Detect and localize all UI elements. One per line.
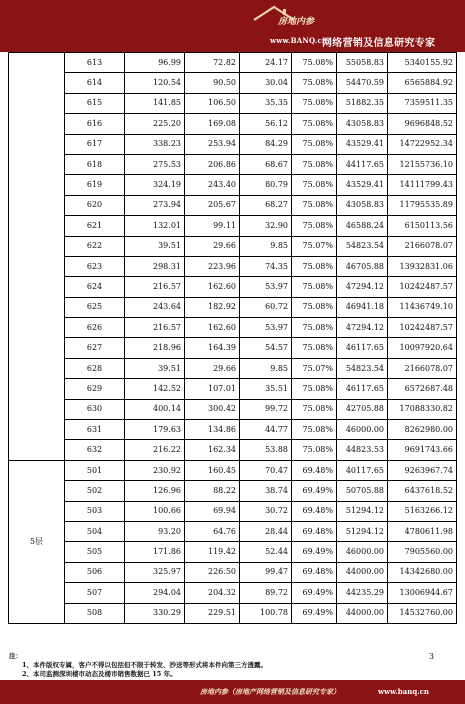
value-cell: 46117.65 [337,338,388,358]
value-cell: 12155736.10 [388,154,457,174]
table-body [9,53,457,624]
notes-line-1: 1、本件版权专属，客户不得以包括但不限于转发、抄送等形式将本件向第三方透露。 [22,661,268,669]
value-cell: 204.32 [185,583,240,603]
value-cell: 54823.54 [337,236,388,256]
value-cell: 69.49% [292,583,337,603]
value-cell: 43529.41 [337,134,388,154]
table-row [9,358,457,378]
value-cell: 75.08% [292,318,337,338]
value-cell: 53.97 [240,277,292,297]
value-cell: 273.94 [125,195,185,215]
value-cell: 47294.12 [337,318,388,338]
room-number-cell: 621 [65,216,125,236]
value-cell: 243.64 [125,297,185,317]
value-cell: 142.52 [125,379,185,399]
table-row [9,154,457,174]
value-cell: 160.45 [185,460,240,480]
value-cell: 75.08% [292,114,337,134]
value-cell: 171.86 [125,542,185,562]
value-cell: 72.82 [185,53,240,73]
value-cell: 44000.00 [337,562,388,582]
room-number-cell: 629 [65,379,125,399]
value-cell: 75.07% [292,358,337,378]
room-number-cell: 626 [65,318,125,338]
value-cell: 300.42 [185,399,240,419]
value-cell: 44000.00 [337,603,388,623]
value-cell: 13932831.06 [388,256,457,276]
table-row [9,440,457,460]
value-cell: 54823.54 [337,358,388,378]
table-row [9,603,457,623]
value-cell: 134.86 [185,420,240,440]
value-cell: 338.23 [125,134,185,154]
value-cell: 51294.12 [337,501,388,521]
table-row [9,297,457,317]
value-cell: 75.08% [292,53,337,73]
value-cell: 205.67 [185,195,240,215]
value-cell: 11795535.89 [388,195,457,215]
page-number: 3 [429,652,435,661]
value-cell: 75.08% [292,175,337,195]
value-cell: 216.22 [125,440,185,460]
value-cell: 51294.12 [337,521,388,541]
value-cell: 226.50 [185,562,240,582]
value-cell: 162.34 [185,440,240,460]
table-row [9,134,457,154]
value-cell: 7359511.35 [388,93,457,113]
value-cell: 44117.65 [337,154,388,174]
value-cell: 324.19 [125,175,185,195]
page-footer [0,680,465,704]
value-cell: 32.90 [240,216,292,236]
value-cell: 99.11 [185,216,240,236]
value-cell: 70.47 [240,460,292,480]
value-cell: 182.92 [185,297,240,317]
room-number-cell: 620 [65,195,125,215]
value-cell: 4780611.98 [388,521,457,541]
notes-section [8,651,456,678]
value-cell: 29.66 [185,236,240,256]
value-cell: 84.29 [240,134,292,154]
value-cell: 69.49% [292,542,337,562]
value-cell: 2166078.07 [388,236,457,256]
value-cell: 46000.00 [337,420,388,440]
footer-url[interactable]: www.banq.cn [378,687,430,696]
value-cell: 126.96 [125,481,185,501]
notes-line-2: 2、本司监测深圳楼市动态及楼市销售数据已 15 年。 [22,670,177,678]
table-row [9,399,457,419]
value-cell: 17088330.82 [388,399,457,419]
value-cell: 230.92 [125,460,185,480]
table-row [9,521,457,541]
value-cell: 294.04 [125,583,185,603]
value-cell: 120.54 [125,73,185,93]
value-cell: 50705.88 [337,481,388,501]
room-number-cell: 615 [65,93,125,113]
value-cell: 229.51 [185,603,240,623]
footer-text: 房地内参（房地产网络营销及信息研究专家） [200,687,340,696]
table-row [9,216,457,236]
value-cell: 88.22 [185,481,240,501]
value-cell: 40117.65 [337,460,388,480]
value-cell: 69.48% [292,562,337,582]
value-cell: 30.72 [240,501,292,521]
value-cell: 325.97 [125,562,185,582]
table-row [9,420,457,440]
value-cell: 10097920.64 [388,338,457,358]
value-cell: 6150113.56 [388,216,457,236]
value-cell: 35.35 [240,93,292,113]
room-number-cell: 501 [65,460,125,480]
value-cell: 99.72 [240,399,292,419]
room-number-cell: 614 [65,73,125,93]
room-number-cell: 502 [65,481,125,501]
value-cell: 75.08% [292,154,337,174]
room-number-cell: 622 [65,236,125,256]
value-cell: 298.31 [125,256,185,276]
value-cell: 162.60 [185,277,240,297]
table-row [9,481,457,501]
room-number-cell: 503 [65,501,125,521]
value-cell: 75.08% [292,338,337,358]
value-cell: 68.67 [240,154,292,174]
page-header [0,0,465,52]
logo-text: 房地内参 [278,17,315,27]
value-cell: 39.51 [125,236,185,256]
value-cell: 64.76 [185,521,240,541]
value-cell: 162.60 [185,318,240,338]
value-cell: 10242487.57 [388,318,457,338]
value-cell: 8262980.00 [388,420,457,440]
value-cell: 54470.59 [337,73,388,93]
value-cell: 69.48% [292,460,337,480]
value-cell: 55058.83 [337,53,388,73]
value-cell: 75.08% [292,195,337,215]
value-cell: 51882.35 [337,93,388,113]
room-number-cell: 613 [65,53,125,73]
room-number-cell: 617 [65,134,125,154]
room-number-cell: 618 [65,154,125,174]
value-cell: 75.08% [292,297,337,317]
room-number-cell: 506 [65,562,125,582]
room-number-cell: 507 [65,583,125,603]
value-cell: 206.86 [185,154,240,174]
value-cell: 93.20 [125,521,185,541]
floor-cell [9,53,65,461]
value-cell: 69.48% [292,501,337,521]
value-cell: 225.20 [125,114,185,134]
value-cell: 52.44 [240,542,292,562]
value-cell: 56.12 [240,114,292,134]
table-row [9,460,457,480]
value-cell: 330.29 [125,603,185,623]
value-cell: 164.39 [185,338,240,358]
value-cell: 275.53 [125,154,185,174]
value-cell: 28.44 [240,521,292,541]
value-cell: 14722952.34 [388,134,457,154]
table-row [9,114,457,134]
table-row [9,256,457,276]
room-number-cell: 632 [65,440,125,460]
value-cell: 42705.88 [337,399,388,419]
table-row [9,73,457,93]
value-cell: 75.08% [292,73,337,93]
value-cell: 75.08% [292,440,337,460]
value-cell: 53.88 [240,440,292,460]
table-row [9,236,457,256]
value-cell: 46705.88 [337,256,388,276]
value-cell: 46941.18 [337,297,388,317]
value-cell: 179.63 [125,420,185,440]
value-cell: 80.79 [240,175,292,195]
value-cell: 74.35 [240,256,292,276]
table-row [9,53,457,73]
value-cell: 96.99 [125,53,185,73]
table-row [9,318,457,338]
value-cell: 9263967.74 [388,460,457,480]
value-cell: 44.77 [240,420,292,440]
value-cell: 43058.83 [337,114,388,134]
room-number-cell: 627 [65,338,125,358]
value-cell: 14111799.43 [388,175,457,195]
room-number-cell: 625 [65,297,125,317]
table-row [9,277,457,297]
sales-table [8,52,457,624]
value-cell: 119.42 [185,542,240,562]
value-cell: 46000.00 [337,542,388,562]
value-cell: 9691743.66 [388,440,457,460]
value-cell: 69.49% [292,481,337,501]
value-cell: 39.51 [125,358,185,378]
value-cell: 29.66 [185,358,240,378]
value-cell: 44823.53 [337,440,388,460]
room-number-cell: 505 [65,542,125,562]
value-cell: 75.08% [292,399,337,419]
room-number-cell: 623 [65,256,125,276]
value-cell: 100.66 [125,501,185,521]
value-cell: 75.08% [292,420,337,440]
value-cell: 38.74 [240,481,292,501]
value-cell: 43529.41 [337,175,388,195]
table-row [9,501,457,521]
value-cell: 5163266.12 [388,501,457,521]
value-cell: 90.50 [185,73,240,93]
value-cell: 53.97 [240,318,292,338]
value-cell: 141.85 [125,93,185,113]
value-cell: 75.08% [292,256,337,276]
value-cell: 30.04 [240,73,292,93]
logo-url[interactable]: www.BANQ.cn [270,36,328,45]
value-cell: 218.96 [125,338,185,358]
value-cell: 10242487.57 [388,277,457,297]
value-cell: 216.57 [125,277,185,297]
value-cell: 223.96 [185,256,240,276]
value-cell: 47294.12 [337,277,388,297]
value-cell: 24.17 [240,53,292,73]
value-cell: 89.72 [240,583,292,603]
value-cell: 69.49% [292,603,337,623]
value-cell: 69.48% [292,521,337,541]
value-cell: 107.01 [185,379,240,399]
value-cell: 7905560.00 [388,542,457,562]
value-cell: 54.57 [240,338,292,358]
value-cell: 69.94 [185,501,240,521]
value-cell: 2166078.07 [388,358,457,378]
value-cell: 132.01 [125,216,185,236]
room-number-cell: 631 [65,420,125,440]
value-cell: 400.14 [125,399,185,419]
room-number-cell: 504 [65,521,125,541]
value-cell: 60.72 [240,297,292,317]
table-row [9,195,457,215]
notes-title: 注： [9,652,22,660]
value-cell: 14532760.00 [388,603,457,623]
table-row [9,542,457,562]
value-cell: 106.50 [185,93,240,113]
value-cell: 253.94 [185,134,240,154]
value-cell: 75.08% [292,277,337,297]
value-cell: 75.08% [292,216,337,236]
floor-cell: 5层 [9,460,65,623]
room-number-cell: 616 [65,114,125,134]
room-number-cell: 619 [65,175,125,195]
value-cell: 100.78 [240,603,292,623]
value-cell: 6565884.92 [388,73,457,93]
table-row [9,583,457,603]
value-cell: 6437618.52 [388,481,457,501]
value-cell: 13006944.67 [388,583,457,603]
table-row [9,338,457,358]
value-cell: 75.07% [292,236,337,256]
value-cell: 14342680.00 [388,562,457,582]
value-cell: 243.40 [185,175,240,195]
value-cell: 169.08 [185,114,240,134]
value-cell: 75.08% [292,93,337,113]
value-cell: 9696848.52 [388,114,457,134]
value-cell: 46588.24 [337,216,388,236]
value-cell: 44235.29 [337,583,388,603]
table-row [9,93,457,113]
value-cell: 68.27 [240,195,292,215]
value-cell: 5340155.92 [388,53,457,73]
room-number-cell: 628 [65,358,125,378]
value-cell: 216.57 [125,318,185,338]
room-number-cell: 630 [65,399,125,419]
value-cell: 9.85 [240,358,292,378]
value-cell: 6572687.48 [388,379,457,399]
value-cell: 75.08% [292,379,337,399]
value-cell: 46117.65 [337,379,388,399]
value-cell: 43058.83 [337,195,388,215]
table-row [9,562,457,582]
value-cell: 99.47 [240,562,292,582]
room-number-cell: 508 [65,603,125,623]
value-cell: 9.85 [240,236,292,256]
value-cell: 75.08% [292,134,337,154]
value-cell: 35.51 [240,379,292,399]
header-title: 网络营销及信息研究专家 [322,38,436,49]
value-cell: 11436749.10 [388,297,457,317]
table-row [9,379,457,399]
table-row [9,175,457,195]
room-number-cell: 624 [65,277,125,297]
